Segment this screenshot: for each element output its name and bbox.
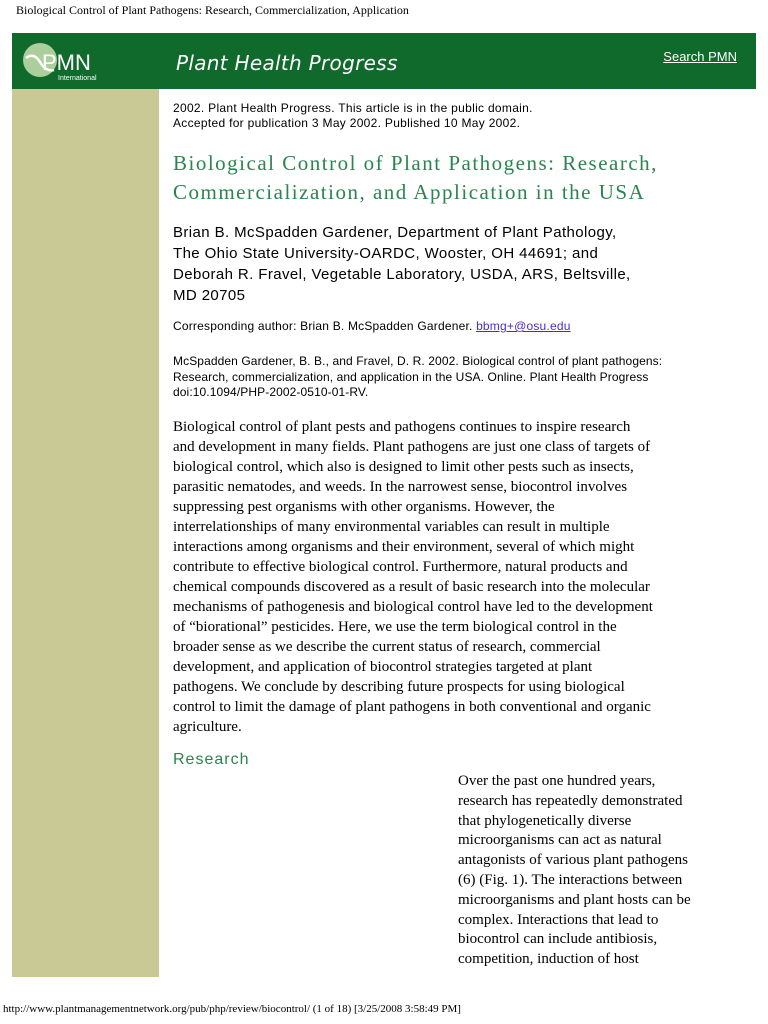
- research-line: microorganisms can act as natural: [458, 832, 662, 849]
- authors-line: MD 20705: [173, 287, 246, 304]
- authors-block: [173, 222, 733, 306]
- research-line: antagonists of various plant pathogens: [458, 852, 688, 869]
- abstract-line: mechanisms of pathogenesis and biological control have led to the development: [173, 599, 653, 615]
- article-title: [173, 149, 753, 207]
- research-line: that phylogenetically diverse: [458, 812, 632, 829]
- print-footer: http://www.plantmanagementnetwork.org/pub/php/review/biocontrol/ (1 of 18) [3/25/2008 3:58:49 PM]: [3, 1003, 461, 1015]
- abstract-line: Biological control of plant pests and pathogens continues to inspire research: [173, 419, 631, 435]
- publication-meta: [173, 101, 743, 131]
- logo-subtext: International: [58, 75, 97, 82]
- abstract-line: broader sense as we describe the current status of research, commercial: [173, 639, 601, 655]
- research-line: biocontrol can include antibiosis,: [458, 931, 658, 948]
- research-line: complex. Interactions that lead to: [458, 911, 659, 928]
- meta-line: Accepted for publication 3 May 2002. Published 10 May 2002.: [173, 116, 521, 130]
- research-line: (6) (Fig. 1). The interactions between: [458, 871, 683, 888]
- abstract-line: and development in many fields. Plant pathogens are just one class of targets of: [173, 439, 651, 455]
- abstract-line: interrelationships of many environmental variables can result in multiple: [173, 519, 610, 535]
- abstract-line: biological control, which also is designed to limit other pests such as insects,: [173, 459, 634, 475]
- authors-line: Deborah R. Fravel, Vegetable Laboratory, USDA, ARS, Beltsville,: [173, 266, 631, 283]
- abstract-line: chemical compounds discovered as a result of basic research into the molecular: [173, 579, 650, 595]
- authors-line: Brian B. McSpadden Gardener, Department of Plant Pathology,: [173, 224, 617, 241]
- abstract-line: parasitic nematodes, and weeds. In the narrowest sense, biocontrol involves: [173, 479, 628, 495]
- research-line: Over the past one hundred years,: [458, 773, 656, 789]
- citation-line: Research, commercialization, and application in the USA. Online. Plant Health Progress: [173, 369, 649, 384]
- meta-line: 2002. Plant Health Progress. This article is in the public domain.: [173, 101, 533, 115]
- research-heading: Research: [173, 751, 250, 768]
- abstract-line: contribute to effective biological control. Furthermore, natural products and: [173, 559, 628, 575]
- corresponding-label: Corresponding author: Brian B. McSpadden Gardener.: [173, 319, 473, 333]
- abstract-line: agriculture.: [173, 719, 242, 735]
- pmn-logo[interactable]: [20, 40, 116, 84]
- logo-text: PMN: [42, 50, 91, 75]
- citation-line: McSpadden Gardener, B. B., and Fravel, D. R. 2002. Biological control of plant pathogens:: [173, 354, 663, 368]
- abstract-line: interactions among organisms and their environment, several of which might: [173, 539, 635, 555]
- abstract-line: of “biorational” pesticides. Here, we use the term biological control in the: [173, 619, 617, 635]
- abstract-line: development, and application of biocontrol strategies targeted at plant: [173, 659, 593, 675]
- citation-line: doi:10.1094/PHP-2002-0510-01-RV.: [173, 385, 369, 399]
- corresponding-author: [173, 319, 733, 334]
- site-title[interactable]: Plant Health Progress: [176, 51, 398, 75]
- research-line: microorganisms and plant hosts can be: [458, 891, 691, 908]
- abstract-line: control to limit the damage of plant pathogens in both conventional and organic: [173, 699, 651, 715]
- citation: [173, 354, 743, 401]
- abstract-paragraph: [173, 417, 739, 737]
- title-line: Biological Control of Plant Pathogens: Research,: [173, 151, 658, 175]
- search-pmn-link[interactable]: Search PMN: [663, 49, 737, 64]
- authors-line: The Ohio State University-OARDC, Wooster, OH 44691; and: [173, 245, 599, 262]
- author-email-link[interactable]: bbmg+@osu.edu: [476, 319, 571, 333]
- abstract-line: pathogens. We conclude by describing future prospects for using biological: [173, 679, 625, 695]
- print-header: Biological Control of Plant Pathogens: Research, Commercialization, Application: [16, 3, 409, 17]
- research-line: research has repeatedly demonstrated: [458, 792, 683, 809]
- title-line: Commercialization, and Application in the USA: [173, 180, 646, 204]
- abstract-line: suppressing pest organisms with other organisms. However, the: [173, 499, 555, 515]
- research-paragraph: [458, 772, 743, 970]
- research-line: competition, induction of host: [458, 951, 639, 968]
